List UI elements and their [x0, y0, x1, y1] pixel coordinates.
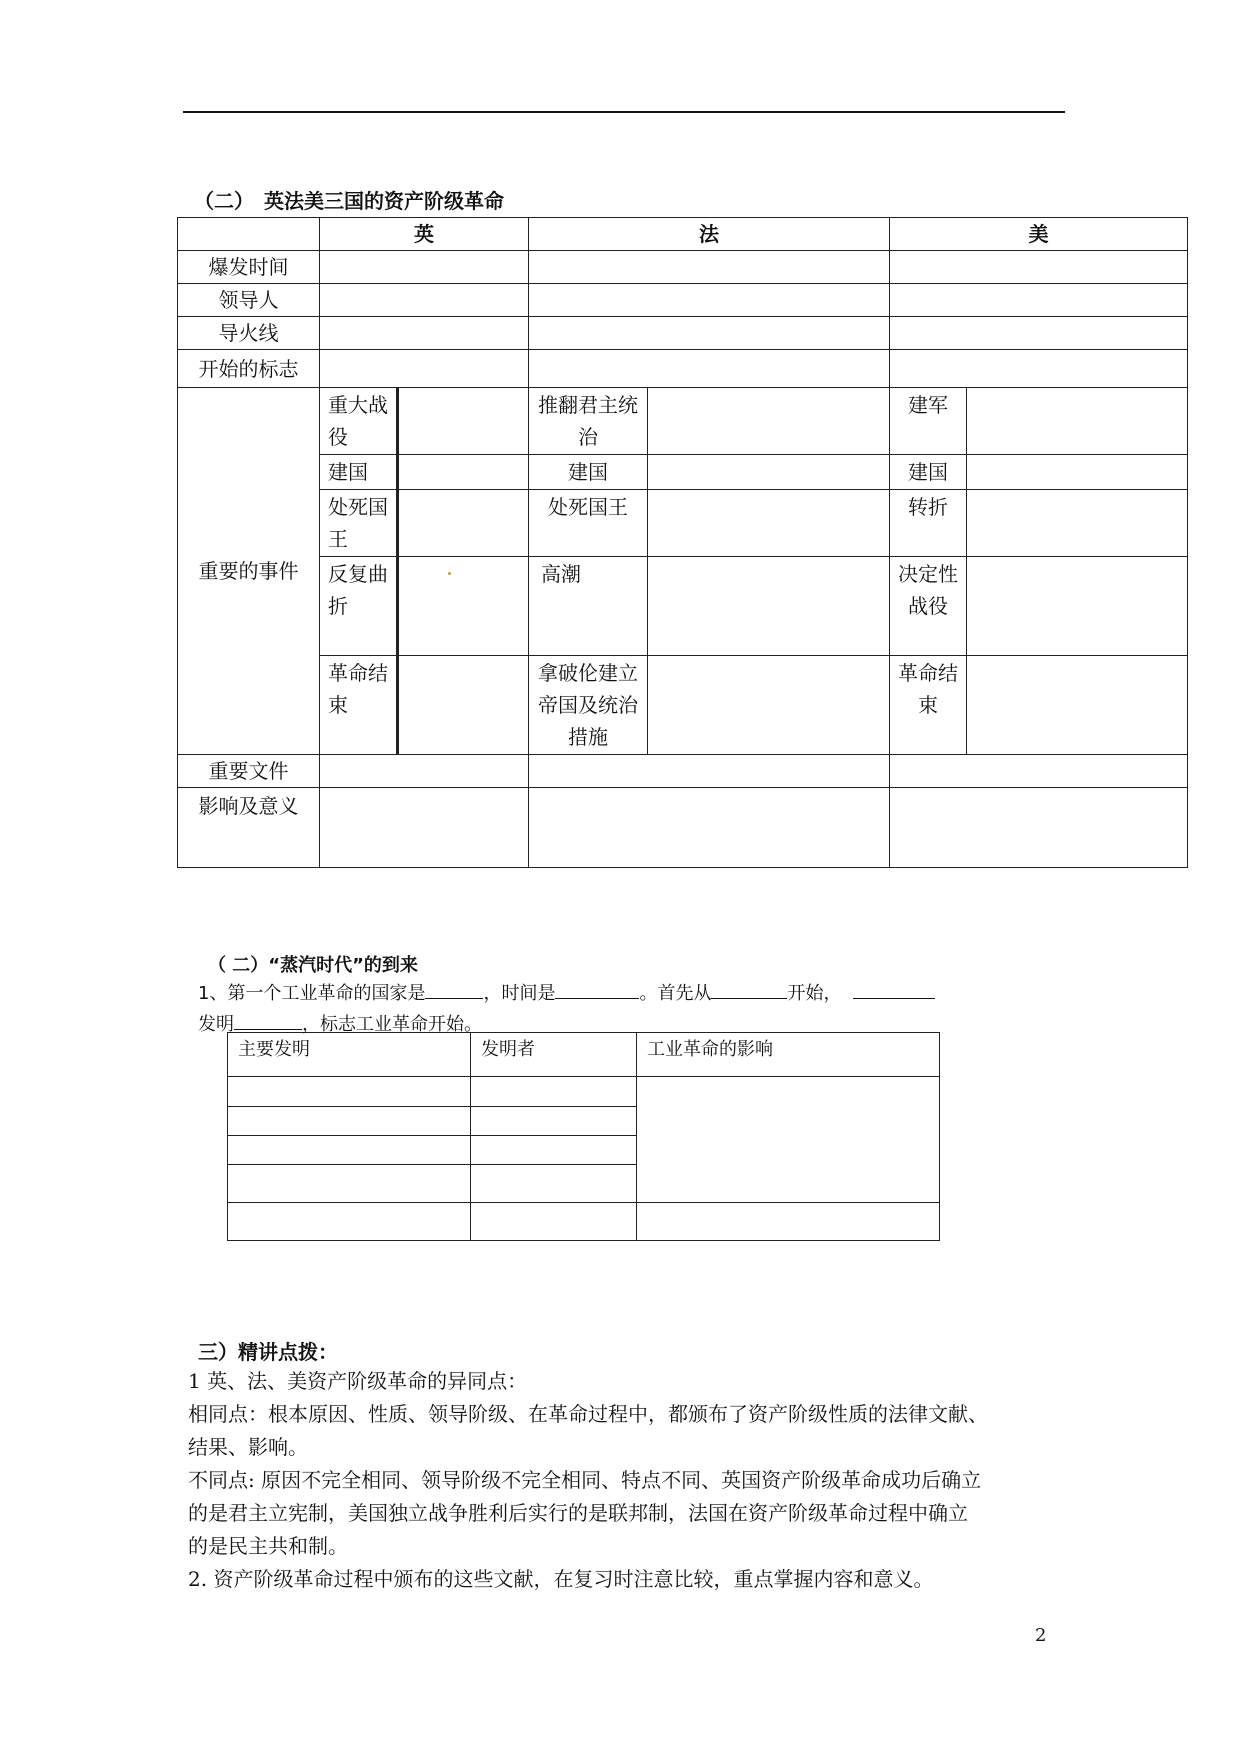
q1-text: ，标志工业革命开始。: [302, 1014, 482, 1035]
blank-cell[interactable]: [529, 788, 890, 868]
row-label-start-marker: 开始的标志: [178, 350, 320, 388]
key-points-body: [188, 1365, 1068, 1596]
blank-cell[interactable]: [648, 388, 890, 455]
blank-cell[interactable]: [471, 1203, 637, 1241]
row-label-documents: 重要文件: [178, 755, 320, 788]
blank-cell[interactable]: [648, 557, 890, 656]
blank-cell[interactable]: [967, 656, 1188, 755]
inventions-table: [227, 1032, 940, 1241]
event-label: 反复曲折: [320, 557, 398, 656]
blank-cell[interactable]: [320, 317, 529, 350]
blank-cell[interactable]: [890, 755, 1188, 788]
section-title-key-points: 三）精讲点拨：: [198, 1340, 338, 1364]
header-rule: [183, 111, 1065, 113]
answer-blank-time[interactable]: [555, 978, 639, 999]
similarities-line-2: 结果、影响。: [188, 1435, 308, 1459]
point-2: 2. 资产阶级革命过程中颁布的这些文献，在复习时注意比较，重点掌握内容和意义。: [188, 1567, 934, 1591]
blank-cell[interactable]: [398, 455, 529, 490]
event-label: 革命结束: [890, 656, 967, 755]
blank-cell[interactable]: [648, 490, 890, 557]
blank-cell[interactable]: [471, 1136, 637, 1165]
blank-cell[interactable]: [529, 284, 890, 317]
differences-line-3: 的是民主共和制。: [188, 1534, 348, 1558]
row-label-leader: 领导人: [178, 284, 320, 317]
header-inventor: 发明者: [471, 1033, 637, 1077]
blank-cell[interactable]: [398, 656, 529, 755]
differences-line-2: 的是君主立宪制，美国独立战争胜利后实行的是联邦制，法国在资产阶级革命过程中确立: [188, 1501, 968, 1525]
answer-blank-inventor[interactable]: [853, 978, 935, 999]
blank-cell[interactable]: [890, 350, 1188, 388]
event-label: 建国: [890, 455, 967, 490]
row-label-trigger: 导火线: [178, 317, 320, 350]
blank-cell[interactable]: [228, 1203, 471, 1241]
blank-cell[interactable]: [471, 1165, 637, 1203]
blank-cell[interactable]: [398, 490, 529, 557]
blank-cell[interactable]: [637, 1203, 940, 1241]
blank-cell[interactable]: [648, 656, 890, 755]
point-1: 1 英、法、美资产阶级革命的异同点：: [188, 1369, 528, 1393]
section-title-revolutions: （二） 英法美三国的资产阶级革命: [194, 189, 504, 213]
blank-cell[interactable]: [890, 788, 1188, 868]
blank-cell[interactable]: [529, 317, 890, 350]
event-label: 建国: [529, 455, 648, 490]
blank-cell[interactable]: [890, 251, 1188, 284]
blank-cell[interactable]: [967, 557, 1188, 656]
event-label: 重大战役: [320, 388, 398, 455]
blank-cell[interactable]: [890, 284, 1188, 317]
blank-cell[interactable]: [529, 755, 890, 788]
question-1: [198, 978, 935, 1040]
header-impact: 工业革命的影响: [637, 1033, 940, 1077]
blank-cell[interactable]: [890, 317, 1188, 350]
similarities-line-1: 相同点：根本原因、性质、领导阶级、在革命过程中，都颁布了资产阶级性质的法律文献、: [188, 1402, 988, 1426]
section-title-steam-age: （ 二）“蒸汽时代”的到来: [208, 955, 418, 976]
blank-cell[interactable]: [967, 490, 1188, 557]
q1-text: 。首先从: [639, 983, 712, 1004]
blank-cell[interactable]: [228, 1136, 471, 1165]
q1-text: 1、第一个工业革命的国家是: [198, 983, 426, 1004]
header-england: 英: [320, 218, 529, 251]
blank-cell[interactable]: [398, 388, 529, 455]
blank-cell[interactable]: [529, 251, 890, 284]
header-usa: 美: [890, 218, 1188, 251]
event-label: 拿破伦建立帝国及统治措施: [529, 656, 648, 755]
answer-blank-country[interactable]: [425, 978, 483, 999]
blank-cell[interactable]: [320, 755, 529, 788]
row-label-outbreak-time: 爆发时间: [178, 251, 320, 284]
revolutions-table: [177, 217, 1188, 868]
event-label: 决定性战役: [890, 557, 967, 656]
blank-cell[interactable]: [228, 1165, 471, 1203]
row-label-impact: 影响及意义: [178, 788, 320, 868]
header-france: 法: [529, 218, 890, 251]
row-label-events: 重要的事件: [178, 388, 320, 755]
event-label: 革命结束: [320, 656, 398, 755]
event-label: 建军: [890, 388, 967, 455]
blank-cell[interactable]: [967, 455, 1188, 490]
blank-cell[interactable]: [529, 350, 890, 388]
event-label: 转折: [890, 490, 967, 557]
blank-cell-impact[interactable]: [637, 1077, 940, 1203]
answer-blank-invention[interactable]: [234, 1009, 302, 1030]
blank-cell[interactable]: [320, 251, 529, 284]
blank-cell[interactable]: [471, 1107, 637, 1136]
header-main-invention: 主要发明: [228, 1033, 471, 1077]
event-label: 推翻君主统治: [529, 388, 648, 455]
event-label: 处死国王: [529, 490, 648, 557]
stray-dot: [448, 572, 451, 575]
event-label: 建国: [320, 455, 398, 490]
blank-cell[interactable]: [228, 1077, 471, 1107]
event-label: 高潮: [529, 557, 648, 656]
blank-cell[interactable]: [471, 1077, 637, 1107]
blank-cell[interactable]: [320, 350, 529, 388]
q1-text: 发明: [198, 1014, 234, 1035]
blank-cell[interactable]: [648, 455, 890, 490]
differences-line-1: 不同点: 原因不完全相同、领导阶级不完全相同、特点不同、英国资产阶级革命成功后确立: [188, 1468, 982, 1492]
page-number: 2: [1035, 1625, 1047, 1646]
q1-text: 开始，: [787, 983, 842, 1004]
event-label: 处死国王: [320, 490, 398, 557]
blank-cell[interactable]: [228, 1107, 471, 1136]
blank-cell[interactable]: [398, 557, 529, 656]
answer-blank-industry[interactable]: [711, 978, 787, 999]
corner-cell: [178, 218, 320, 251]
blank-cell[interactable]: [320, 284, 529, 317]
q1-text: ，时间是: [483, 983, 556, 1004]
blank-cell[interactable]: [967, 388, 1188, 455]
blank-cell[interactable]: [320, 788, 529, 868]
